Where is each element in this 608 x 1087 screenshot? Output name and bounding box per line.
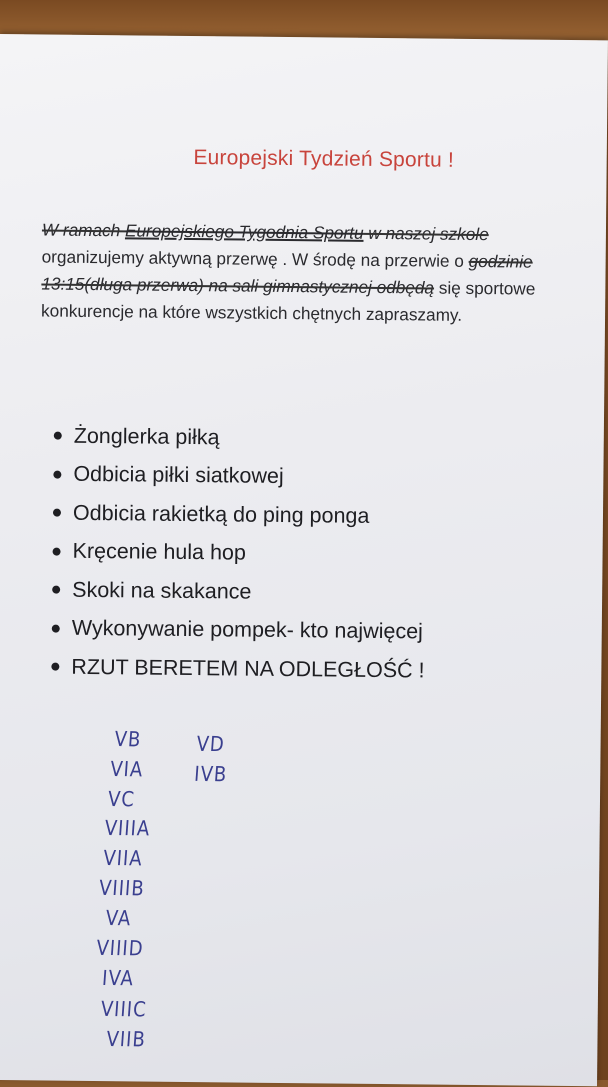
- intro-part2-start: w naszej szkole: [363, 222, 489, 245]
- intro-paragraph: [41, 216, 590, 330]
- list-item: Odbicia rakietką do ping ponga: [53, 494, 427, 536]
- handwritten-class: VIA: [109, 757, 145, 783]
- list-item: Odbicia piłki siatkowej: [53, 455, 427, 497]
- bullet-icon: [53, 470, 61, 478]
- intro-part1: W ramach: [41, 219, 126, 241]
- bullet-icon: [53, 509, 61, 517]
- event-name: Europejskiego Tygodnia Sportu: [124, 220, 364, 243]
- handwritten-class: VIIA: [102, 846, 144, 872]
- list-item: RZUT BERETEM NA ODLEGŁOŚĆ !: [51, 648, 425, 690]
- bullet-icon: [52, 586, 60, 594]
- intro-part3: się sportowe konkurencje na które wszystkich chętnych zapraszamy.: [41, 277, 536, 325]
- bullet-icon: [53, 547, 61, 555]
- list-item: Kręcenie hula hop: [52, 532, 426, 574]
- list-item: Wykonywanie pompek- kto najwięcej: [52, 609, 426, 651]
- handwritten-class: VIIIB: [98, 876, 146, 902]
- handwritten-class: VA: [104, 906, 133, 931]
- document-title: Europejski Tydzień Sportu !: [193, 146, 455, 172]
- handwritten-class: VIIID: [95, 936, 145, 962]
- handwritten-class: VIIIA: [103, 816, 152, 842]
- list-item: Żonglerka piłką: [54, 417, 428, 459]
- intro-time-text: godzinie 13:15(długa przerwa) na sali gimnastycznej odbędą: [41, 250, 533, 298]
- handwritten-class: VIIIC: [99, 997, 148, 1023]
- handwritten-class: IVB: [193, 762, 229, 787]
- handwritten-class: VB: [113, 727, 143, 753]
- paper-sheet: [0, 34, 608, 1086]
- bullet-icon: [52, 624, 60, 632]
- activity-list: [51, 417, 427, 690]
- bullet-icon: [54, 432, 62, 440]
- list-item: Skoki na skakance: [52, 571, 426, 613]
- handwritten-class: VIIB: [105, 1027, 147, 1053]
- handwritten-class: VC: [107, 787, 136, 813]
- handwritten-class: VD: [195, 732, 226, 757]
- intro-part2: organizujemy aktywną przerwę . W środę na przerwie o: [41, 246, 469, 271]
- handwritten-class: IVA: [101, 966, 135, 992]
- bullet-icon: [51, 663, 59, 671]
